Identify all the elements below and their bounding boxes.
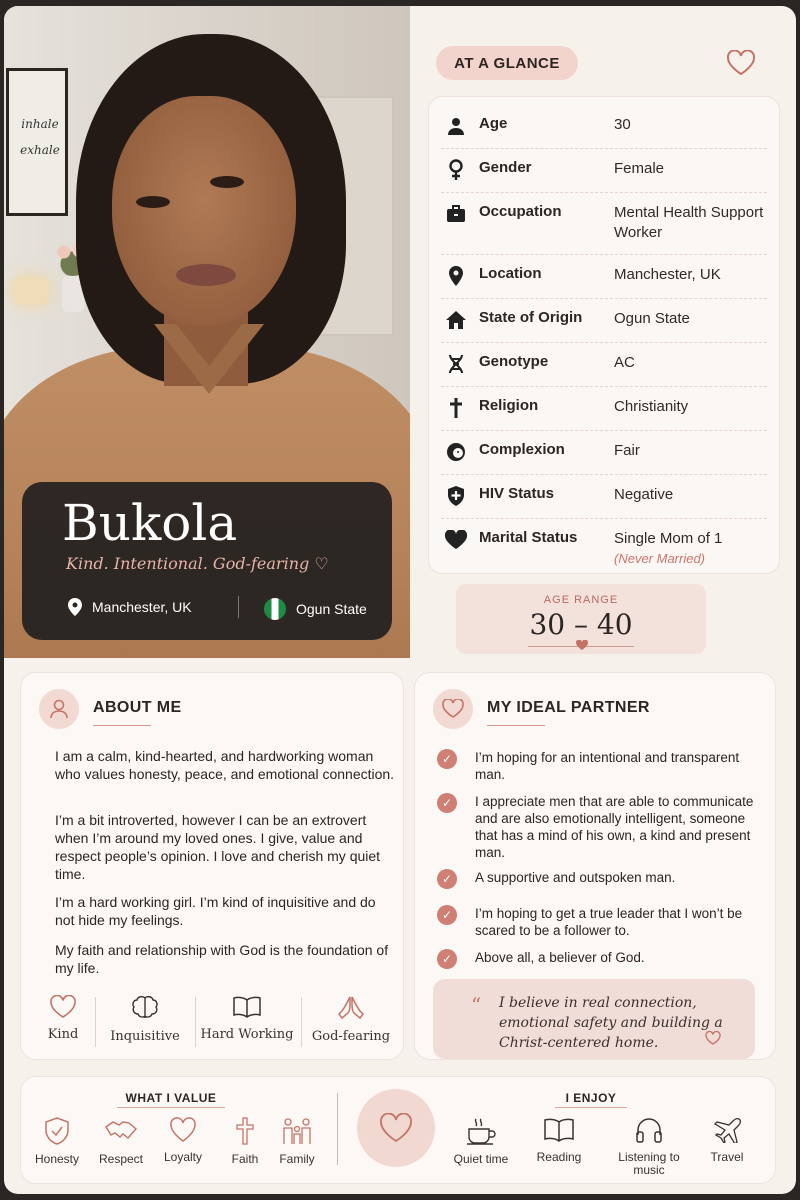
favorite-heart-icon[interactable]: [726, 50, 756, 76]
marital-note: (Never Married): [614, 551, 706, 566]
about-title: ABOUT ME: [93, 699, 182, 716]
quote-text: I believe in real connection, emotional safety and building a Christ-centered home.: [499, 995, 723, 1051]
heart-badge-icon: [433, 689, 473, 729]
book-icon: [232, 995, 262, 1019]
value-honesty: Honesty: [21, 1117, 93, 1166]
location-chip: Manchester, UK: [68, 598, 192, 616]
glance-title: AT A GLANCE: [436, 46, 578, 80]
profile-tagline: Kind. Intentional. God-fearing ♡: [66, 554, 329, 573]
value-loyalty: Loyalty: [147, 1117, 219, 1164]
user-icon: [39, 689, 79, 729]
age-range-label: AGE RANGE: [543, 594, 619, 606]
about-me-card: [20, 672, 404, 1060]
value-family: Family: [261, 1117, 333, 1166]
check-icon: ✓: [437, 905, 457, 925]
ideal-item: ✓ I’m hoping for an intentional and transparent man.: [437, 749, 757, 783]
profile-photo: [4, 6, 410, 658]
check-icon: ✓: [437, 793, 457, 813]
age-range-value: 30 – 40: [529, 608, 633, 641]
heart-icon: [445, 529, 467, 551]
cross-outline-icon: [235, 1117, 255, 1145]
family-icon: [281, 1117, 313, 1145]
trait-hard-working: Hard Working: [199, 991, 295, 1042]
location-pin-icon: [68, 598, 82, 616]
home-icon: [445, 309, 467, 331]
book-icon: [543, 1117, 575, 1143]
glance-card: Age 30 Gender Female Occupation Mental Health Support Worker Location Manchester, UK State of Origin Ogun State Genotype AC Religion Christianity Complexion Fair HIV Status Negative Marital Status Single Mom of 1 (Never Married): [428, 96, 780, 574]
heart-outline-icon: [49, 995, 77, 1019]
coffee-cup-icon: [465, 1117, 497, 1145]
trait-kind: Kind: [15, 991, 111, 1042]
about-paragraph: My faith and relationship with God is the foundation of my life.: [55, 942, 389, 976]
check-icon: ✓: [437, 869, 457, 889]
dna-icon: [445, 353, 467, 375]
ideal-partner-card: [414, 672, 776, 1060]
profile-page: [4, 6, 796, 1194]
check-icon: ✓: [437, 949, 457, 969]
trait-inquisitive: Inquisitive: [97, 991, 193, 1044]
cross-icon: [445, 397, 467, 419]
female-symbol-icon: [445, 159, 467, 181]
location-pin-icon: [445, 265, 467, 287]
face-icon: [445, 441, 467, 463]
values-enjoy-strip: [20, 1076, 776, 1184]
ideal-item: ✓ I’m hoping to get a true leader that I won’t be scared to be a follower to.: [437, 905, 757, 939]
check-icon: ✓: [437, 749, 457, 769]
praying-hands-icon: [337, 995, 365, 1021]
value-faith: Faith: [209, 1117, 281, 1166]
headphones-icon: [635, 1117, 663, 1143]
ideal-item: ✓ Above all, a believer of God.: [437, 949, 757, 969]
person-icon: [445, 115, 467, 137]
value-respect: Respect: [85, 1117, 157, 1166]
about-paragraph: I am a calm, kind-hearted, and hardworking woman who values honesty, peace, and emotional connection.: [55, 748, 395, 782]
shield-check-icon: [44, 1117, 70, 1145]
shield-plus-icon: [445, 485, 467, 507]
enjoy-reading: Reading: [523, 1117, 595, 1164]
values-title: WHAT I VALUE: [125, 1091, 217, 1105]
center-heart-icon: [357, 1089, 435, 1167]
small-heart-icon: [705, 1031, 721, 1045]
handshake-icon: [104, 1117, 138, 1145]
brain-icon: [131, 995, 159, 1021]
origin-chip: Ogun State: [264, 598, 367, 620]
ideal-item: ✓ I appreciate men that are able to communicate and are also emotionally intelligent, someone that has a mind of his own, a kind and present man.: [437, 793, 757, 861]
profile-name: Bukola: [62, 494, 238, 552]
enjoy-quiet-time: Quiet time: [445, 1117, 517, 1166]
briefcase-icon: [445, 203, 467, 225]
airplane-icon: [713, 1117, 741, 1143]
name-card: [22, 482, 392, 640]
quote-mark-icon: “: [471, 993, 482, 1017]
ideal-title: MY IDEAL PARTNER: [487, 699, 650, 716]
nigeria-flag-icon: [264, 598, 286, 620]
about-paragraph: I’m a hard working girl. I’m kind of inquisitive and do not hide my feelings.: [55, 894, 376, 928]
about-paragraph: I’m a bit introverted, however I can be an extrovert when I’m around my loved ones. I give, value and respect people’s opinion. I love and cherish my quiet time.: [55, 812, 381, 882]
enjoy-title: I ENJOY: [565, 1091, 617, 1105]
ideal-item: ✓ A supportive and outspoken man.: [437, 869, 757, 889]
age-range-card: [456, 584, 706, 654]
traits-row: [21, 991, 405, 1051]
enjoy-travel: Travel: [691, 1117, 763, 1164]
heart-outline-icon: [169, 1117, 197, 1143]
enjoy-music: Listening to music: [611, 1117, 687, 1177]
trait-god-fearing: God-fearing: [303, 991, 399, 1044]
quote-box: [433, 979, 755, 1059]
small-heart-icon: [576, 640, 588, 651]
wall-frame: inhale exhale: [6, 68, 68, 216]
